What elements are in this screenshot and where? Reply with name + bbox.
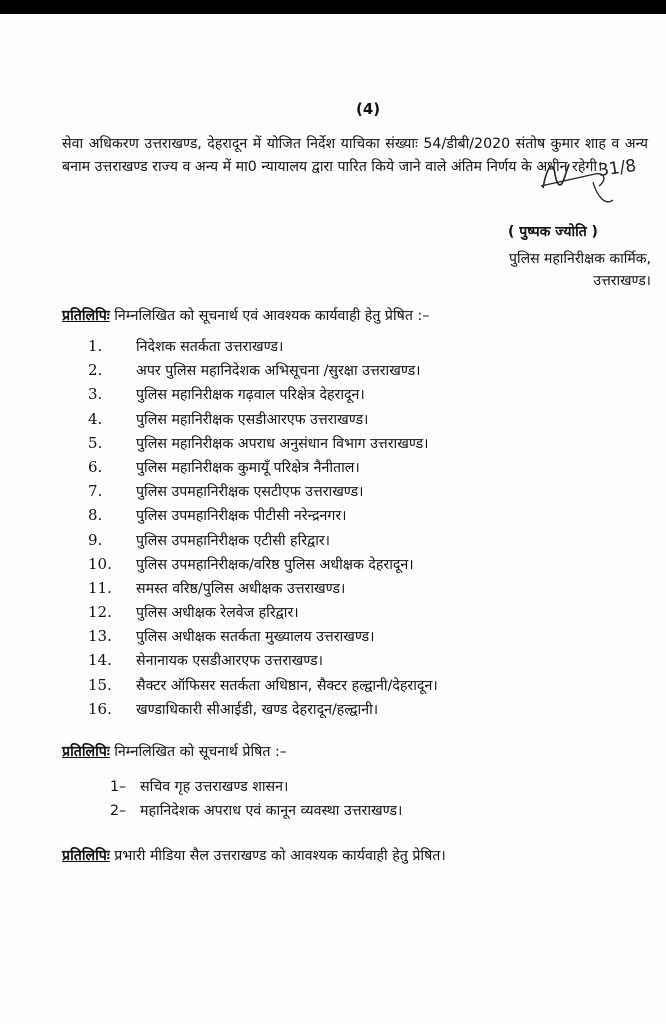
item-text: महानिदेशक अपराध एवं कानून व्यवस्था उत्तराखण्ड। [140,803,403,819]
list-item [88,410,438,434]
item-number: 11. [88,578,112,597]
item-number: 2– [110,803,127,819]
list-item [88,700,438,724]
item-text: निदेशक सतर्कता उत्तराखण्ड। [136,339,284,355]
item-number: 12. [88,603,112,622]
recipient-list [88,337,438,724]
item-number: 5. [88,433,103,452]
item-number: 1– [110,779,127,795]
item-number: 2. [88,361,103,380]
svg-text:31/8: 31/8 [596,155,638,181]
item-text: पुलिस उपमहानिरीक्षक एटीसी हरिद्वार। [136,532,331,549]
copy-to-label: प्रतिलिपिः [62,848,110,864]
list-item [110,777,402,801]
item-text: पुलिस महानिरीक्षक एसडीआरएफ उत्तराखण्ड। [136,411,369,428]
copy-to-text: प्रभारी मीडिया सैल उत्तराखण्ड को आवश्यक कार्यवाही हेतु प्रेषित। [109,848,446,864]
item-number: 10. [88,554,112,573]
item-number: 7. [88,482,103,501]
item-text: पुलिस महानिरीक्षक गढ़वाल परिक्षेत्र देहरादून। [136,387,365,404]
item-text: सैक्टर ऑफिसर सतर्कता अधिष्ठान, सैक्टर हल्द्वानी/देहरादून। [136,677,438,694]
copy-to-text: निम्नलिखित को सूचनार्थ एवं आवश्यक कार्यवाही हेतु प्रेषित :– [109,308,430,324]
list-item [88,337,438,361]
item-number: 6. [88,457,103,476]
list-item [88,579,438,603]
item-number: 3. [88,385,103,404]
item-text: पुलिस उपमहानिरीक्षक पीटीसी नरेन्द्रनगर। [136,508,347,525]
top-black-bar [0,0,666,14]
list-item [88,385,438,409]
copy-to-heading-3 [62,846,446,865]
signatory-title-line-2: उत्तराखण्ड। [593,273,651,289]
list-item [88,676,438,700]
item-text: अपर पुलिस महानिदेशक अभिसूचना /सुरक्षा उत्तराखण्ड। [136,363,421,380]
item-number: 9. [88,530,103,549]
item-number: 1. [88,337,103,355]
item-text: पुलिस उपमहानिरीक्षक/वरिष्ठ पुलिस अधीक्षक देहरादून। [136,556,414,573]
item-text: पुलिस महानिरीक्षक अपराध अनुसंधान विभाग उत्तराखण्ड। [136,435,429,452]
copy-to-label: प्रतिलिपिः [62,308,110,324]
item-text: पुलिस अधीक्षक रेलवेज हरिद्वार। [136,605,299,622]
list-item [88,627,438,651]
copy-to-heading-2 [62,742,287,761]
copy-to-heading-1 [62,306,429,325]
item-number: 15. [88,675,112,694]
item-number: 8. [88,506,103,525]
item-text: सचिव गृह उत्तराखण्ड शासन। [140,779,289,795]
item-text: समस्त वरिष्ठ/पुलिस अधीक्षक उत्तराखण्ड। [136,580,346,597]
handwritten-signature [535,146,655,218]
info-recipient-list [110,777,402,825]
item-text: सेनानायक एसडीआरएफ उत्तराखण्ड। [136,653,323,670]
signatory-title-line-1: पुलिस महानिरीक्षक कार्मिक, [509,251,651,267]
list-item [88,482,438,506]
item-text: खण्डाधिकारी सीआईडी, खण्ड देहरादून/हल्द्वानी। [136,701,379,718]
item-text: पुलिस अधीक्षक सतर्कता मुख्यालय उत्तराखण्ड। [136,629,375,646]
item-number: 14. [88,651,112,670]
item-number: 4. [88,409,103,428]
list-item [88,603,438,627]
copy-to-label: प्रतिलिपिः [62,744,110,760]
item-text: पुलिस महानिरीक्षक कुमायूँ परिक्षेत्र नैनीताल। [136,459,360,476]
list-item [88,434,438,458]
signatory-name: ( पुष्पक ज्योति ) [508,224,598,240]
list-item [88,458,438,482]
item-text: पुलिस उपमहानिरीक्षक एसटीएफ उत्तराखण्ड। [136,484,364,501]
list-item [88,651,438,675]
copy-to-text: निम्नलिखित को सूचनार्थ प्रेषित :– [109,744,287,760]
signatory-title [476,248,651,292]
item-number: 13. [88,627,112,646]
list-item [88,361,438,385]
list-item [88,555,438,579]
intro-paragraph: सेवा अधिकरण उत्तराखण्ड, देहरादून में योजित निर्देश याचिका संख्याः 54/डीबी/2020 संतोष कुमार शाह व अन्य बनाम उत्तराखण्ड राज्य व अन्य में मा0 न्यायालय द्वारा पारित किये जाने वाले अंतिम निर्णय के अधीन रहेगी। [62,136,648,175]
list-item [88,506,438,530]
list-item [110,801,402,825]
item-number: 16. [88,699,112,718]
list-item [88,531,438,555]
page-number: (4) [356,100,381,118]
